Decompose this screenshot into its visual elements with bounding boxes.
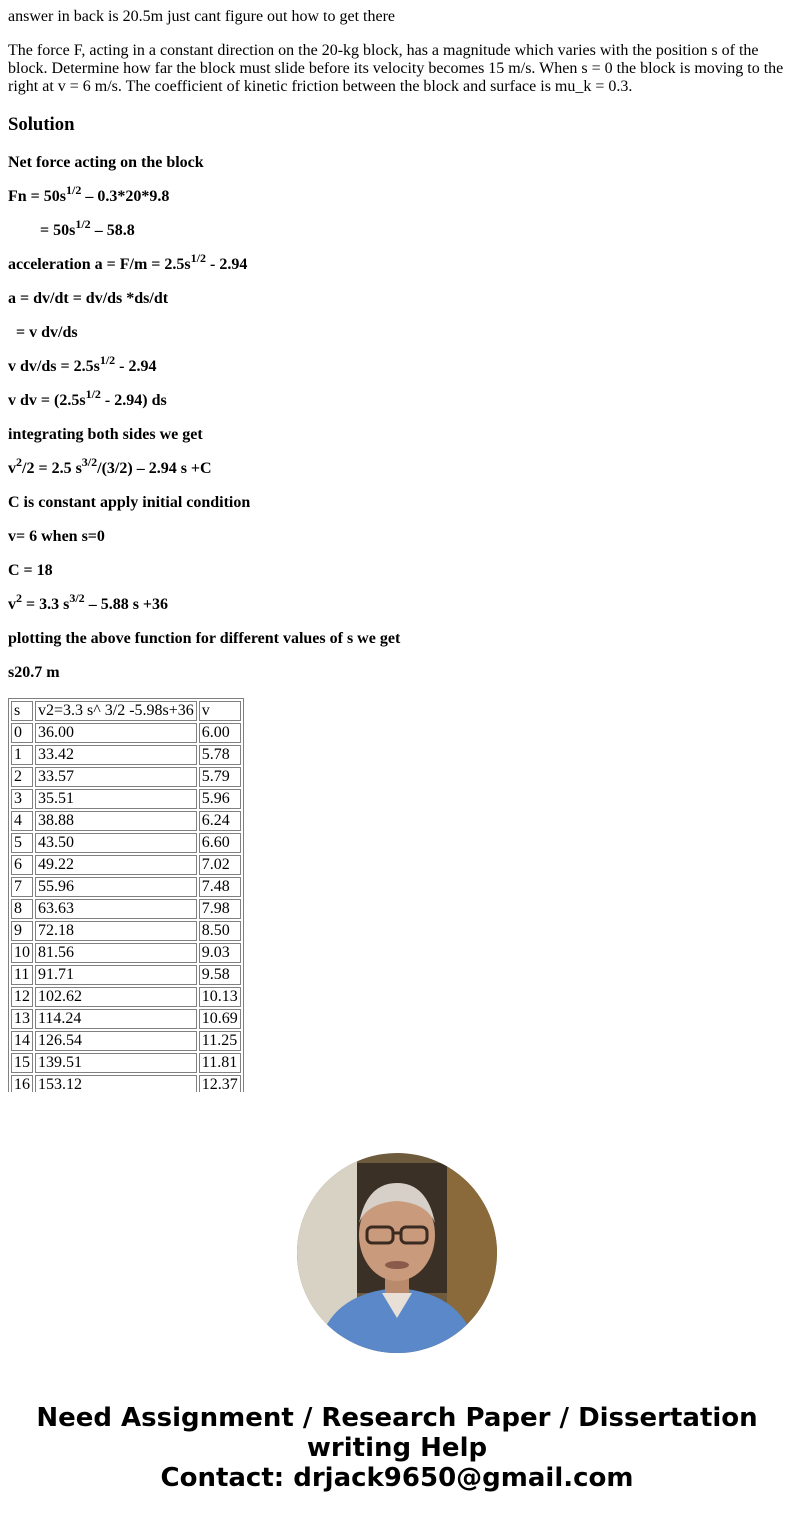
- table-row: [11, 1031, 241, 1051]
- table-cell: 7: [11, 877, 33, 897]
- values-table: [8, 698, 244, 1092]
- net-force-label: Net force acting on the block: [8, 154, 204, 171]
- table-cell: 8: [11, 899, 33, 919]
- table-cell: 43.50: [35, 833, 197, 853]
- initial-condition: v= 6 when s=0: [8, 528, 105, 545]
- v-dv-ds: = v dv/ds: [16, 324, 78, 341]
- table-cell: 11.81: [199, 1053, 241, 1073]
- table-cell: 33.57: [35, 767, 197, 787]
- table-row: [11, 987, 241, 1007]
- table-row: [11, 1075, 241, 1092]
- table-cell: 3: [11, 789, 33, 809]
- table-cell: 36.00: [35, 723, 197, 743]
- table-cell: 5.96: [199, 789, 241, 809]
- table-row: [11, 899, 241, 919]
- table-cell: 16: [11, 1075, 33, 1092]
- promo-line-1: Need Assignment / Research Paper / Dissertation: [36, 1403, 758, 1433]
- table-cell: 11: [11, 965, 33, 985]
- promo-line-2: writing Help: [306, 1433, 488, 1463]
- table-cell: 13: [11, 1009, 33, 1029]
- table-cell: 6: [11, 855, 33, 875]
- table-cell: 5.79: [199, 767, 241, 787]
- table-cell: 14: [11, 1031, 33, 1051]
- promo-banner: [0, 1403, 794, 1493]
- header-s: s: [11, 701, 33, 721]
- table-row: [11, 1009, 241, 1029]
- table-cell: 10: [11, 943, 33, 963]
- table-cell: 6.24: [199, 811, 241, 831]
- separated-equation: v dv = $(2.5s^{1/2} - 2.94)$ ds: [8, 386, 167, 409]
- author-avatar: [297, 1153, 497, 1353]
- table-cell: 12.37: [199, 1075, 241, 1092]
- acceleration-definition: a = dv/dt = dv/ds *ds/dt: [8, 290, 169, 307]
- table-cell: 153.12: [35, 1075, 197, 1092]
- table-cell: 1: [11, 745, 33, 765]
- table-cell: 10.69: [199, 1009, 241, 1029]
- table-cell: 7.48: [199, 877, 241, 897]
- integrated-equation: $v^2/2 = 2.5$ $s^{3/2}/(3/2) - 2.94$ s +C: [8, 454, 212, 477]
- table-header-row: [11, 701, 241, 721]
- table-cell: 126.54: [35, 1031, 197, 1051]
- table-cell: 7.02: [199, 855, 241, 875]
- table-cell: 2: [11, 767, 33, 787]
- table-row: [11, 789, 241, 809]
- table-cell: 55.96: [35, 877, 197, 897]
- table-cell: 10.13: [199, 987, 241, 1007]
- table-row: [11, 943, 241, 963]
- table-cell: 72.18: [35, 921, 197, 941]
- table-row: [11, 811, 241, 831]
- final-equation: $v^2 = 3.3$ $s^{3/2} - 5.88$ s +36: [8, 590, 169, 613]
- integrating-text: integrating both sides we get: [8, 426, 203, 443]
- table-row: [11, 965, 241, 985]
- plotting-text: plotting the above function for different values of s we get: [8, 630, 401, 647]
- table-cell: 9.03: [199, 943, 241, 963]
- table-row: [11, 833, 241, 853]
- table-row: [11, 1053, 241, 1073]
- table-cell: 33.42: [35, 745, 197, 765]
- table-cell: 49.22: [35, 855, 197, 875]
- table-cell: 35.51: [35, 789, 197, 809]
- table-cell: 11.25: [199, 1031, 241, 1051]
- table-cell: 8.50: [199, 921, 241, 941]
- table-row: [11, 877, 241, 897]
- problem-text: The force F, acting in a constant direction on the 20-kg block, has a magnitude which varies with the position s of the block. Determine how far the block must slide before its velocity becomes 15 m/s. When s = 0 the block is moving to the right at v = 6 m/s. The coefficient of kinetic friction between the block and surface is mu_k = 0.3.: [8, 42, 784, 95]
- table-cell: 4: [11, 811, 33, 831]
- table-row: [11, 855, 241, 875]
- table-row: [11, 767, 241, 787]
- table-cell: 9.58: [199, 965, 241, 985]
- table-cell: 15: [11, 1053, 33, 1073]
- table-cell: 6.00: [199, 723, 241, 743]
- table-cell: 6.60: [199, 833, 241, 853]
- avatar-portrait: [297, 1153, 497, 1353]
- table-row: [11, 723, 241, 743]
- constant-text: C is constant apply initial condition: [8, 494, 251, 511]
- promo-contact[interactable]: Contact: drjack9650@gmail.com: [160, 1463, 634, 1493]
- table-body: [11, 723, 241, 1092]
- table-cell: 114.24: [35, 1009, 197, 1029]
- table-container[interactable]: [8, 698, 786, 1092]
- table-cell: 5: [11, 833, 33, 853]
- header-v: v: [199, 701, 241, 721]
- table-cell: 63.63: [35, 899, 197, 919]
- table-cell: 12: [11, 987, 33, 1007]
- table-cell: 9: [11, 921, 33, 941]
- table-cell: 139.51: [35, 1053, 197, 1073]
- table-cell: 7.98: [199, 899, 241, 919]
- table-cell: 5.78: [199, 745, 241, 765]
- table-cell: 38.88: [35, 811, 197, 831]
- net-force-equation: $Fn = 50s^{1/2} - 0.3*20*9.8$: [8, 182, 170, 205]
- table-cell: 0: [11, 723, 33, 743]
- table-row: [11, 745, 241, 765]
- question-text: answer in back is 20.5m just cant figure out how to get there: [8, 8, 396, 25]
- differential-equation: v $dv/ds = 2.5s^{1/2} - 2.94$: [8, 352, 157, 375]
- net-force-simplified: = $50s^{1/2} - 58.8$: [40, 216, 135, 239]
- header-v2: v2=3.3 s^ 3/2 -5.98s+36: [35, 701, 197, 721]
- result-text: s20.7 m: [8, 664, 60, 681]
- table-cell: 81.56: [35, 943, 197, 963]
- table-cell: 102.62: [35, 987, 197, 1007]
- constant-value: C = 18: [8, 562, 53, 579]
- table-cell: 91.71: [35, 965, 197, 985]
- solution-heading: Solution: [8, 114, 75, 135]
- document-body: [8, 0, 786, 1092]
- table-row: [11, 921, 241, 941]
- acceleration-equation: acceleration $a = F/m = 2.5s^{1/2} - 2.94$: [8, 250, 248, 273]
